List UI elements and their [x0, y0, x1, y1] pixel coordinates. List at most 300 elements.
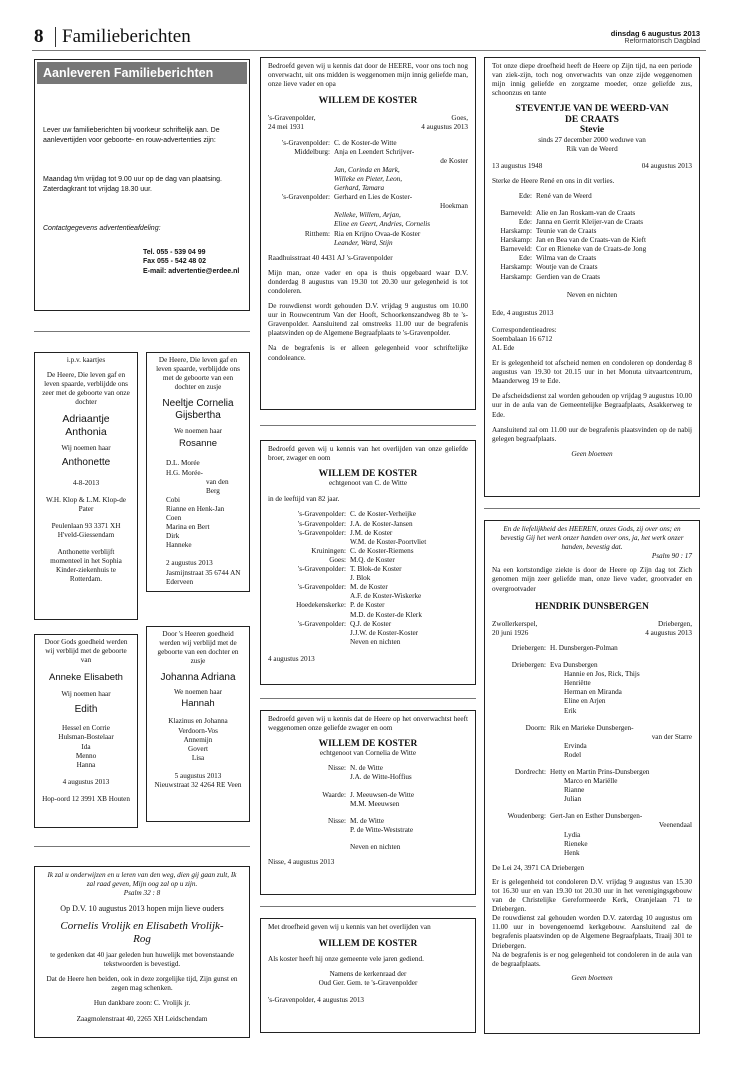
family-row [268, 148, 468, 157]
column-rule [260, 698, 476, 699]
family-names: W.M. de Koster-Poortvliet [350, 537, 427, 546]
birth2-family-line: Coen [166, 514, 182, 523]
family-place [492, 653, 550, 661]
family-names: Herman en Miranda [564, 688, 622, 697]
family-row [492, 742, 692, 751]
death5-intro: Tot onze diepe droefheid heeft de Heere op Zijn tijd, na een periode van ziek-zijn, toch nog onverwachts van onze zijde weggenomen mijn innig geliefde en zorgzame moeder, onze geliefde zus, schoonzus en tante [492, 62, 692, 98]
family-names: Neven en nichten [350, 842, 401, 851]
family-place [492, 751, 550, 760]
death6-born-place: Zwollerkerspel, [492, 619, 538, 628]
birth4-name: Johanna Adriana [160, 672, 236, 684]
birth3-name: Anneke Elisabeth [49, 672, 123, 684]
family-row [492, 679, 692, 688]
family-row [492, 795, 692, 804]
family-place [268, 574, 350, 583]
family-place [492, 688, 550, 697]
death5-no-flowers: Geen bloemen [571, 449, 613, 458]
death-ad-3 [260, 710, 476, 895]
death4-date: 's-Gravenpolder, 4 augustus 2013 [268, 996, 365, 1005]
family-place: Nisse: [328, 816, 346, 825]
family-place: 's-Gravenpolder: [298, 510, 346, 519]
family-names: Q.J. de Koster [350, 619, 392, 628]
anniversary-address: Zaagmolenstraat 40, 2265 XH Leidschendam [76, 1014, 208, 1023]
death4-sign1: Namens de kerkenraad der [329, 970, 407, 979]
death2-name: WILLEM DE KOSTER [318, 469, 418, 480]
family-names [350, 809, 468, 817]
death1-after: Na de begrafenis is er alleen gelegenheid voor schriftelijke condoleance. [268, 344, 468, 362]
family-place [492, 760, 550, 768]
family-place [268, 629, 350, 638]
birth4-family-line: Annemijn [183, 735, 213, 744]
family-row [268, 783, 468, 791]
family-row [268, 529, 468, 538]
family-row [268, 773, 468, 782]
family-names: Eline en Arjen [564, 697, 606, 706]
death1-intro: Bedroefd geven wij u kennis dat door de HEERE, voor ons toch nog onverwacht, uit ons midden is weggenomen mijn innig geliefde man, onze lieve vader en opa [268, 62, 468, 89]
header-date: dinsdag 6 augustus 2013 [610, 29, 700, 38]
death3-date: Nisse, 4 augustus 2013 [268, 858, 335, 867]
family-names: Nelleke, Willem, Arjan, [334, 211, 401, 220]
birth2-intro: De Heere, Die leven gaf en leven spaarde, verblijdde ons met de geboorte van een dochter en zusje [156, 356, 240, 392]
death6-name: HENDRIK DUNSBERGEN [535, 601, 649, 612]
death5-visit: Er is gelegenheid tot afscheid nemen en condoleren op donderdag 8 augustus van 19.30 tot 20.15 uur in het Monuta uitvaartcentrum, Maanderweg 19 te Ede. [492, 359, 692, 386]
family-place: Kruiningen: [311, 546, 346, 555]
info-lead: Lever uw familieberichten bij voorkeur schriftelijk aan. De aanlevertijden voor geboorte- en rouw-advertenties zijn: [43, 127, 220, 144]
family-row [492, 263, 692, 272]
family-names: T. Blok-de Koster [350, 565, 402, 574]
family-names: Willeke en Pieter, Leon, [334, 174, 403, 183]
birth4-family-line: Govert [188, 744, 208, 753]
family-names: J. Meeuwsen-de Witte [350, 790, 415, 799]
family-row [268, 230, 468, 239]
anniversary-text1: te gedenken dat 40 jaar geleden hun huwelijk met bovenstaande tekstwoorden is bevestigd. [50, 951, 234, 969]
death6-died-date: 4 augustus 2013 [645, 628, 692, 637]
family-names: J.A. de Witte-Hoffius [350, 773, 412, 782]
family-place [492, 777, 550, 786]
family-names: C. de Koster-de Witte [334, 138, 397, 147]
family-place: Goes: [329, 555, 346, 564]
birth1-date: 4-8-2013 [72, 478, 100, 487]
birth3-family-line: Menno [75, 751, 97, 760]
family-place [268, 538, 350, 547]
death6-service: De rouwdienst zal gehouden worden D.V. zaterdag 10 augustus om 11.00 uur in bovengenoemd kerkgebouw. Aansluitend zal de begrafenis plaatsvinden op de Algemene Begraafplaats, Traaij 301 te Driebergen. [492, 914, 692, 950]
family-place: Nisse: [328, 764, 346, 773]
birth4-call: We noemen haar [173, 688, 223, 697]
family-row [492, 201, 692, 209]
family-names: J.A. de Koster-Jansen [350, 519, 413, 528]
family-place: Ede: [518, 254, 532, 263]
death5-family [492, 192, 692, 282]
header-divider [55, 27, 56, 47]
birth1-parents: W.H. Klop & L.M. Klop-de Pater [46, 495, 126, 513]
birth1-note: Anthonette verblijft momenteel in het Sophia Kinder-ziekenhuis te Rotterdam. [50, 548, 122, 584]
death6-verse: En de liefelijkheid des HEEREN, onzes Gods, zij over ons; en bevestig Gij het werk onzer handen over ons, ja, het werk onzer handen, bevestig dat. [500, 525, 684, 552]
birth4-family-line: Lisa [191, 753, 205, 762]
family-place [268, 843, 350, 852]
death5-date: Ede, 4 augustus 2013 [492, 308, 554, 317]
family-names: Hoekman [440, 202, 468, 211]
death4-name: WILLEM DE KOSTER [318, 939, 418, 950]
family-row [268, 611, 468, 620]
family-row [268, 220, 468, 229]
family-names: Veenendaal [658, 821, 692, 830]
birth-ad-3 [34, 634, 138, 828]
family-names: Janna en Gerrit Kleijer-van de Craats [536, 217, 644, 226]
family-place: Harskamp: [500, 263, 532, 272]
family-place: Harskamp: [500, 227, 532, 236]
family-row [268, 556, 468, 565]
family-row [492, 661, 692, 670]
family-place [268, 220, 334, 229]
death4-intro: Met droefheid geven wij u kennis van het overlijden van [268, 923, 431, 931]
birth4-family-line: Klazinus en Johanna [168, 717, 228, 726]
info-box [34, 59, 250, 311]
family-names: M.M. Meeuwsen [350, 799, 400, 808]
column-rule [34, 846, 250, 847]
death5-burial: Aansluitend zal om 11.00 uur de begrafenis plaatsvinden op de nabij gelegen begraafplaats. [492, 425, 692, 443]
family-place [492, 786, 550, 795]
death1-name: WILLEM DE KOSTER [318, 96, 418, 107]
family-names [550, 653, 692, 661]
family-place [492, 201, 536, 209]
family-names: Alie en Jan Roskam-van de Craats [536, 208, 636, 217]
family-names: Wilma van de Craats [536, 254, 597, 263]
family-names: M.Q. de Koster [350, 555, 395, 564]
family-row [268, 166, 468, 175]
family-row [492, 821, 692, 830]
family-place [268, 611, 350, 620]
family-names [536, 201, 692, 209]
family-row [492, 716, 692, 724]
death3-family [268, 764, 468, 852]
birth-ad-4 [146, 626, 250, 822]
family-names: A.F. de Koster-Wiskerke [350, 592, 422, 601]
family-row [492, 831, 692, 840]
family-names: Gerhard, Tamara [334, 184, 385, 193]
death-ad-1 [260, 57, 476, 410]
birth2-nick: Rosanne [178, 438, 218, 450]
death5-service: De afscheidsdienst zal worden gehouden op vrijdag 9 augustus 10.00 uur in de aula van de Gemeentelijke Begraafplaats, Asakkerweg te Ede. [492, 392, 692, 419]
family-names: Rieneke [564, 839, 588, 848]
death2-age: in de leeftijd van 82 jaar. [268, 495, 340, 504]
family-place [268, 783, 350, 791]
family-names: J. Blok [350, 574, 371, 583]
family-row [492, 724, 692, 733]
birth3-nick: Edith [74, 704, 98, 716]
family-row [268, 565, 468, 574]
death5-corr-label: Correspondentieadres: [492, 325, 557, 334]
family-place [268, 809, 350, 817]
family-names: Cor en Rieneke van de Craats-de Jong [536, 245, 647, 254]
death6-intro: Na een kortstondige ziekte is door de Heere op Zijn dag tot Zich genomen mijn zeer geliefde man, onze lieve vader, grootvader en overgrootvader [492, 566, 692, 593]
birth4-address: Nieuwstraat 32 4264 RE Veen [154, 781, 242, 790]
family-row [492, 812, 692, 821]
family-place [268, 239, 334, 248]
family-row [492, 707, 692, 716]
info-email[interactable]: E-mail: advertentie@erdee.nl [143, 267, 240, 275]
death1-died-place: Goes, [451, 114, 468, 123]
family-names: Hetty en Martin Prins-Dunsbergen [550, 767, 650, 776]
family-row [268, 157, 468, 166]
death6-address: De Lei 24, 3971 CA Driebergen [492, 863, 585, 872]
family-place [268, 800, 350, 809]
birth3-intro: Door Gods goedheid werden wij verblijd met de geboorte van [44, 638, 128, 665]
family-place [492, 840, 550, 849]
family-row [268, 239, 468, 248]
family-row [492, 849, 692, 858]
family-place: Hoedekenskerke: [296, 601, 346, 610]
family-names [550, 804, 692, 812]
birth2-family-line: Cobi [166, 495, 180, 504]
family-place: Doorn: [525, 723, 546, 732]
family-row [268, 835, 468, 843]
death2-sub: echtgenoot van C. de Witte [328, 479, 408, 488]
family-names: M. de Witte [350, 816, 385, 825]
page-number: 8 [34, 26, 44, 47]
family-names: Eline en Geert, Andries, Cornelis [334, 220, 431, 229]
family-row [492, 688, 692, 697]
family-names: Teunie van de Craats [536, 227, 597, 236]
family-place [268, 826, 350, 835]
family-place: 's-Gravenpolder: [282, 138, 330, 147]
death6-family [492, 644, 692, 858]
family-names: Anja en Leendert Schrijver- [334, 147, 415, 156]
birth1-address: Peulenlaan 93 3371 XH H'veld-Giessendam [51, 521, 121, 539]
death5-note: Sterke de Heere René en ons in dit verlies. [492, 176, 615, 185]
family-place [492, 821, 550, 830]
birth4-family-line: Verdoorn-Vos [178, 726, 218, 735]
anniversary-names: Cornelis Vrolijk en Elisabeth Vrolijk-Rog [60, 920, 224, 945]
family-row [268, 538, 468, 547]
family-place [492, 742, 550, 751]
birth3-call: Wij noemen haar [61, 690, 111, 699]
death1-born-place: 's-Gravenpolder, [268, 114, 316, 123]
family-names [350, 783, 468, 791]
death5-sub2: Rik van de Weerd [566, 145, 618, 154]
family-place: Ritthem: [304, 229, 330, 238]
info-contact-label: Contactgegevens advertentieafdeling: [43, 225, 161, 232]
family-names: van der Starre [651, 732, 692, 741]
family-names: René van de Weerd [536, 191, 592, 200]
family-place [268, 835, 350, 843]
family-place [268, 166, 334, 175]
family-row [268, 592, 468, 601]
family-row [492, 768, 692, 777]
family-row [268, 547, 468, 556]
family-row [268, 638, 468, 647]
family-row [492, 751, 692, 760]
death1-address: Raadhuisstraat 40 4431 AJ 's-Gravenpolder [268, 253, 393, 262]
family-place: Barneveld: [500, 245, 532, 254]
death5-call: Stevie [579, 125, 605, 136]
birth2-date: 2 augustus 2013 [166, 559, 213, 568]
family-place [492, 733, 550, 742]
family-place [268, 211, 334, 220]
death3-sub: echtgenoot van Cornelia de Witte [319, 749, 417, 758]
family-names: Gerhard en Lies de Koster- [334, 193, 413, 202]
family-names: Ria en Krijno Ovaa-de Koster [334, 229, 421, 238]
birth1-intro: De Heere, Die leven gaf en leven spaarde, verblijdde ons zeer met de geboorte van onze dochter [42, 371, 130, 407]
family-row [492, 670, 692, 679]
family-names: M. de Koster [350, 583, 388, 592]
death1-died-date: 4 augustus 2013 [421, 123, 468, 132]
birth-ad-2 [146, 352, 250, 592]
birth2-call: We noemen haar [173, 427, 223, 436]
anniversary-ref: Psalm 32 : 8 [123, 889, 161, 898]
family-names: Erik [564, 706, 577, 715]
family-place [268, 592, 350, 601]
family-row [268, 510, 468, 519]
family-place [492, 670, 550, 679]
death6-after: Na de begrafenis is er nog gelegenheid tot condoleren in de aula van de begraafplaats. [492, 950, 692, 968]
family-row [268, 139, 468, 148]
death1-service: De rouwdienst wordt gehouden D.V. vrijdag 9 augustus om 10.00 uur in Rouwcentrum Van der Hooft, Schoorkenszandweg 8b te 's-Gravenpolder. Aansluitend zal omstreeks 11.00 uur de begrafenis plaatsvinden op de Algemene Begraafplaats te 's-Gravenpolder. [268, 302, 468, 338]
family-names: Rodel [564, 750, 582, 759]
death6-visit: Er is gelegenheid tot condoleren D.V. vrijdag 9 augustus van 15.30 tot 16.30 uur en van 19.30 tot 20.30 uur in het verenigingsgebouw van de Christelijke Gereformeerde Kerk, Oranjelaan 71 te Driebergen. [492, 877, 692, 914]
birth3-family-line: Ida [81, 742, 91, 751]
column-rule [484, 508, 700, 509]
birth4-date: 5 augustus 2013 [174, 771, 222, 780]
death6-ref: Psalm 90 : 17 [651, 552, 692, 561]
family-names: Lydia [564, 830, 581, 839]
family-row [268, 620, 468, 629]
death4-text: Als koster heeft hij onze gemeente vele jaren gediend. [268, 955, 424, 964]
family-row [268, 184, 468, 193]
birth2-family-line: D.L. Morée [166, 459, 200, 468]
family-row [268, 800, 468, 809]
birth1-pre: i.p.v. kaartjes [66, 356, 106, 364]
family-names: Gert-Jan en Esther Dunsbergen- [550, 812, 643, 821]
family-row [268, 583, 468, 592]
family-place [268, 638, 350, 647]
family-place: Harskamp: [500, 236, 532, 245]
family-names [550, 716, 692, 724]
family-names: Woutje van de Craats [536, 263, 598, 272]
family-row [492, 760, 692, 768]
family-place [492, 679, 550, 688]
death1-visit: Mijn man, onze vader en opa is thuis opgebaard waar D.V. donderdag 8 augustus van 19.30 tot 20.30 uur gelegenheid is tot condoleren. [268, 268, 468, 295]
death1-born-date: 24 mei 1931 [268, 123, 304, 132]
family-place: Dordrecht: [514, 767, 546, 776]
family-names: de Koster [440, 156, 468, 165]
family-row [492, 209, 692, 218]
family-names: Henriëtte [564, 679, 591, 688]
family-place: Harskamp: [500, 272, 532, 281]
family-row [492, 840, 692, 849]
family-names: Julian [564, 795, 582, 804]
death5-nn: Neven en nichten [566, 290, 618, 299]
family-place [268, 184, 334, 193]
family-row [492, 653, 692, 661]
family-names: H. Dunsbergen-Polman [550, 643, 618, 652]
death5-died: 04 augustus 2013 [641, 161, 692, 170]
family-place: Ede: [518, 217, 532, 226]
column-rule [34, 331, 250, 332]
family-place [492, 707, 550, 716]
family-names: Leander, Ward, Stijn [334, 238, 393, 247]
birth3-family-line: Hessel en Corrie [62, 724, 110, 733]
family-place [492, 795, 550, 804]
death6-died-place: Driebergen, [658, 619, 692, 628]
family-place [492, 716, 550, 724]
death2-family [268, 510, 468, 646]
birth-ad-1 [34, 352, 138, 620]
family-place: Ede: [518, 191, 532, 200]
family-place [268, 157, 334, 166]
birth1-nick: Anthonette [61, 456, 111, 468]
death5-name: STEVENTJE VAN DE WEERD-VAN DE CRAATS [515, 104, 669, 125]
birth2-family-line: van den Berg [206, 477, 229, 495]
family-row [492, 804, 692, 812]
birth2-address: Jasmijnstraat 35 6744 AN Ederveen [166, 568, 241, 586]
family-place: Waarde: [322, 790, 346, 799]
family-names: C. de Koster-Riemens [350, 546, 414, 555]
family-names: N. de Witte [350, 764, 383, 773]
family-row [268, 764, 468, 773]
family-place: 's-Gravenpolder: [298, 583, 346, 592]
info-times: Maandag t/m vrijdag tot 9.00 uur op de dag van plaatsing. Zaterdagkrant tot vrijdag 18.30 uur. [43, 176, 223, 193]
birth2-family-line: Dirk [166, 532, 180, 541]
info-title: Aanleveren Familieberichten [37, 62, 247, 84]
birth1-call: Wij noemen haar [61, 444, 111, 453]
death3-name: WILLEM DE KOSTER [318, 739, 418, 750]
family-place: 's-Gravenpolder: [298, 519, 346, 528]
family-row [268, 791, 468, 800]
family-place: 's-Gravenpolder: [298, 565, 346, 574]
family-row [268, 817, 468, 826]
family-names: Jan en Bea van de Craats-van de Kieft [536, 236, 646, 245]
family-names: J.M. de Koster [350, 528, 393, 537]
family-names: Eva Dunsbergen [550, 661, 598, 670]
anniversary-text2: Dat de Heere hen beiden, ook in deze zorgelijke tijd, Zijn gunst en zegen mag schenken. [46, 975, 238, 993]
family-row [268, 520, 468, 529]
family-names: Jan, Corinda en Mark, [334, 165, 400, 174]
family-row [492, 245, 692, 254]
family-row [268, 574, 468, 583]
family-place [492, 697, 550, 706]
family-names: C. de Koster-Verheijke [350, 510, 416, 519]
family-row [268, 211, 468, 220]
section-title: Familieberichten [62, 26, 191, 47]
anniversary-intro: Op D.V. 10 augustus 2013 hopen mijn lieve ouders [60, 904, 224, 914]
family-place: 's-Gravenpolder: [298, 619, 346, 628]
death-ad-4 [260, 918, 476, 1033]
info-tel: Tel. 055 - 539 04 99 [143, 248, 206, 256]
column-rule [260, 425, 476, 426]
death5-corr: Soembalaan 16 6712 AL Ede [492, 334, 553, 352]
family-names: Hannie en Jos, Rick, Thijs [564, 670, 640, 679]
death-ad-6 [484, 520, 700, 1034]
death4-sign2: Oud Ger. Gem. te 's-Gravenpolder [318, 979, 418, 988]
family-names [350, 835, 468, 843]
family-row [268, 826, 468, 835]
death5-sub1: sinds 27 december 2000 weduwe van [538, 136, 646, 145]
header-paper: Reformatorisch Dagblad [624, 38, 700, 45]
family-row [492, 697, 692, 706]
family-row [492, 644, 692, 653]
family-place [268, 175, 334, 184]
family-names: J.J.W. de Koster-Koster [350, 628, 419, 637]
birth4-nick: Hannah [181, 698, 215, 710]
family-place: Woudenberg: [507, 812, 546, 821]
family-row [268, 193, 468, 202]
family-names: P. de Witte-Weststrate [350, 825, 414, 834]
info-fax: Fax 055 - 542 48 02 [143, 258, 207, 265]
family-place [268, 773, 350, 782]
birth3-address: Hop-oord 12 3991 XB Houten [42, 794, 130, 803]
family-row [268, 629, 468, 638]
death1-family [268, 139, 468, 248]
